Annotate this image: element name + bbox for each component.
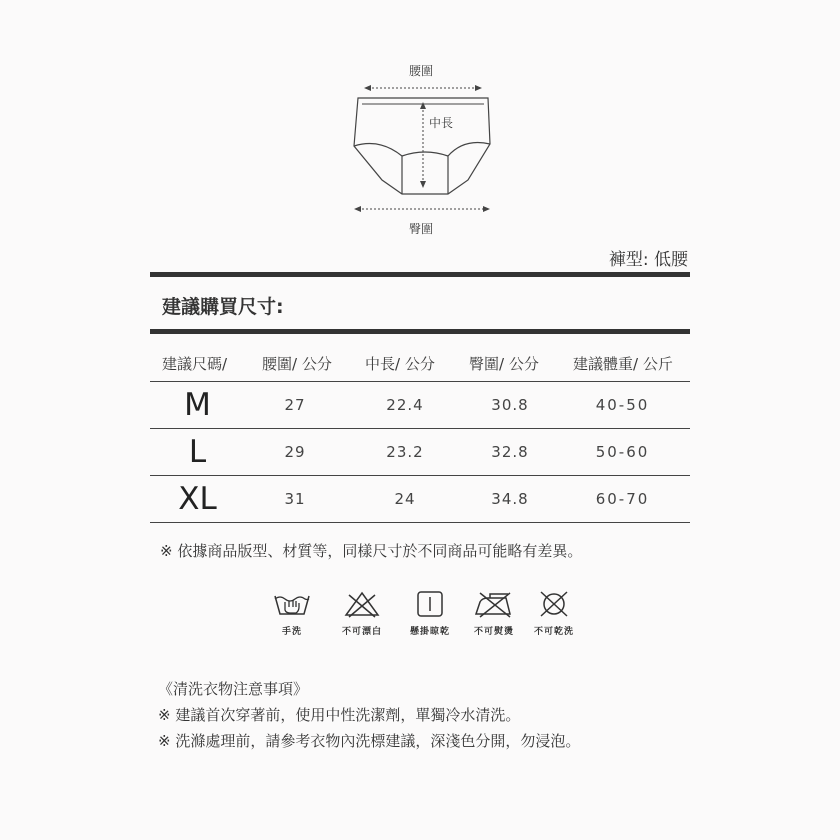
- header-size: 建議尺碼/: [162, 354, 228, 373]
- hang-dry-icon: [410, 590, 450, 618]
- size-cell: XL: [178, 481, 217, 517]
- header-weight: 建議體重/ 公斤: [573, 354, 673, 373]
- hip-label: 臀圍: [409, 222, 434, 236]
- header-length: 中長/ 公分: [365, 354, 435, 373]
- length-cell: 22.4: [386, 396, 424, 414]
- care-item-no-bleach: [326, 590, 398, 637]
- header-hip: 臀圍/ 公分: [469, 354, 539, 373]
- size-disclaimer: ※ 依據商品版型、材質等，同樣尺寸於不同商品可能略有差異。: [160, 542, 583, 560]
- size-cell: L: [188, 434, 207, 470]
- care-label: 不可漂白: [341, 627, 382, 637]
- no-bleach-icon: [342, 590, 382, 618]
- garment-diagram: [340, 56, 510, 246]
- mid-length-label: 中長: [429, 116, 454, 130]
- table-row: [150, 429, 690, 476]
- briefs-outline-icon: [340, 56, 510, 246]
- weight-cell: 40-50: [595, 396, 650, 414]
- waist-cell: 27: [284, 396, 306, 414]
- pant-style-note: 褲型: 低腰: [608, 250, 688, 270]
- table-header: [150, 345, 690, 382]
- no-dry-clean-icon: [534, 590, 574, 618]
- weight-cell: 50-60: [595, 443, 650, 461]
- care-item-no-dry-clean: [518, 590, 590, 637]
- care-label: 懸掛晾乾: [409, 627, 450, 637]
- divider-middle: [150, 329, 690, 334]
- no-iron-icon: [472, 590, 516, 618]
- length-cell: 23.2: [386, 443, 424, 461]
- table-row: [150, 476, 690, 523]
- care-label: 不可乾洗: [533, 627, 574, 637]
- size-table: [150, 345, 690, 523]
- care-label: 手洗: [281, 627, 302, 637]
- notes-line: ※ 洗滌處理前，請參考衣物內洗標建議，深淺色分開，勿浸泡。: [158, 732, 581, 750]
- hip-cell: 32.8: [491, 443, 529, 461]
- size-cell: M: [184, 387, 211, 423]
- length-cell: 24: [394, 490, 416, 508]
- care-label: 不可熨燙: [473, 627, 514, 637]
- care-instructions: [262, 590, 582, 650]
- waist-cell: 31: [284, 490, 306, 508]
- notes-title: 《清洗衣物注意事項》: [158, 680, 309, 698]
- washing-notes: [158, 676, 580, 754]
- waist-label: 腰圍: [409, 64, 434, 78]
- notes-line: ※ 建議首次穿著前，使用中性洗潔劑，單獨冷水清洗。: [158, 706, 521, 724]
- hand-wash-icon: [272, 590, 312, 618]
- section-title: 建議購買尺寸:: [162, 296, 284, 318]
- care-item-hang-dry: [394, 590, 466, 637]
- care-item-hand-wash: [262, 590, 322, 637]
- divider-top: [150, 272, 690, 277]
- table-row: [150, 382, 690, 429]
- weight-cell: 60-70: [595, 490, 650, 508]
- waist-cell: 29: [284, 443, 306, 461]
- hip-cell: 34.8: [491, 490, 529, 508]
- header-waist: 腰圍/ 公分: [262, 354, 332, 373]
- hip-cell: 30.8: [491, 396, 529, 414]
